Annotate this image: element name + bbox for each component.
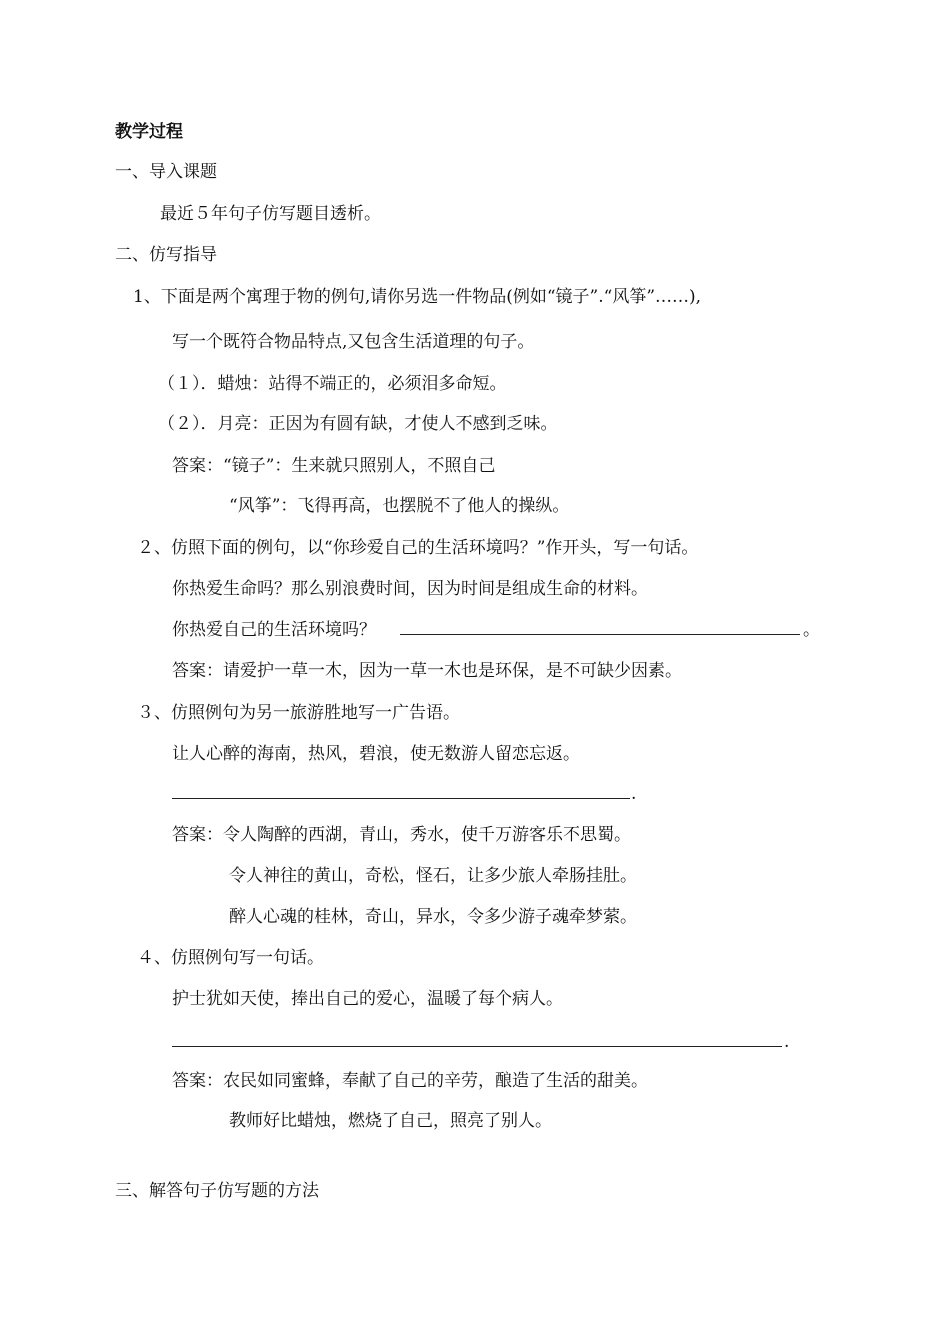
q3-example: 让人心醉的海南，热风，碧浪，使无数游人留恋忘返。 (172, 744, 580, 764)
q4-answer-blank (172, 1046, 782, 1047)
q1-answer-1: 答案：“镜子”：生来就只照别人，不照自己 (172, 456, 496, 476)
q2-answer: 答案：请爱护一草一木，因为一草一木也是环保，是不可缺少因素。 (172, 661, 682, 681)
q1-line2: 写一个既符合物品特点,又包含生活道理的句子。 (172, 332, 535, 352)
section-heading-guidance: 二、仿写指导 (115, 245, 217, 265)
q1-answer-2: “风筝”：飞得再高，也摆脱不了他人的操纵。 (229, 496, 570, 516)
q3-answer-3: 醉人心魂的桂林，奇山，异水，令多少游子魂牵梦萦。 (229, 907, 637, 927)
q4-example: 护士犹如天使，捧出自己的爱心，温暖了每个病人。 (172, 989, 563, 1009)
section-heading-method: 三、解答句子仿写题的方法 (115, 1181, 319, 1201)
q2-prompt: 你热爱自己的生活环境吗？ (172, 620, 376, 640)
q3-blank-end: . (631, 784, 637, 804)
q4-line1: ４、仿照例句写一句话。 (137, 948, 324, 968)
q3-line1: ３、仿照例句为另一旅游胜地写一广告语。 (137, 703, 460, 723)
page-title: 教学过程 (115, 122, 183, 142)
q2-example: 你热爱生命吗？那么别浪费时间，因为时间是组成生命的材料。 (172, 579, 648, 599)
q4-answer-2: 教师好比蜡烛，燃烧了自己，照亮了别人。 (229, 1111, 552, 1131)
q1-example-2: （２）．月亮：正因为有圆有缺，才使人不感到乏味。 (158, 414, 558, 434)
q1-line1: 1、下面是两个寓理于物的例句,请你另选一件物品(例如“镜子”.“风筝”……), (133, 287, 702, 307)
q2-line1: ２、仿照下面的例句，以“你珍爱自己的生活环境吗？”作开头，写一句话。 (137, 538, 699, 558)
q3-answer-2: 令人神往的黄山，奇松，怪石，让多少旅人牵肠挂肚。 (229, 866, 637, 886)
q2-answer-blank (400, 634, 800, 635)
q3-answer-1: 答案：令人陶醉的西湖，青山，秀水，使千万游客乐不思蜀。 (172, 825, 631, 845)
intro-text: 最近５年句子仿写题目透析。 (160, 204, 381, 224)
q3-answer-blank (172, 798, 630, 799)
q1-example-1: （１）．蜡烛：站得不端正的，必须泪多命短。 (158, 374, 507, 394)
q4-blank-end: . (784, 1032, 790, 1052)
q4-answer-1: 答案：农民如同蜜蜂，奉献了自己的辛劳，酿造了生活的甜美。 (172, 1071, 648, 1091)
q2-prompt-end: 。 (803, 620, 820, 640)
section-heading-intro: 一、导入课题 (115, 162, 217, 182)
